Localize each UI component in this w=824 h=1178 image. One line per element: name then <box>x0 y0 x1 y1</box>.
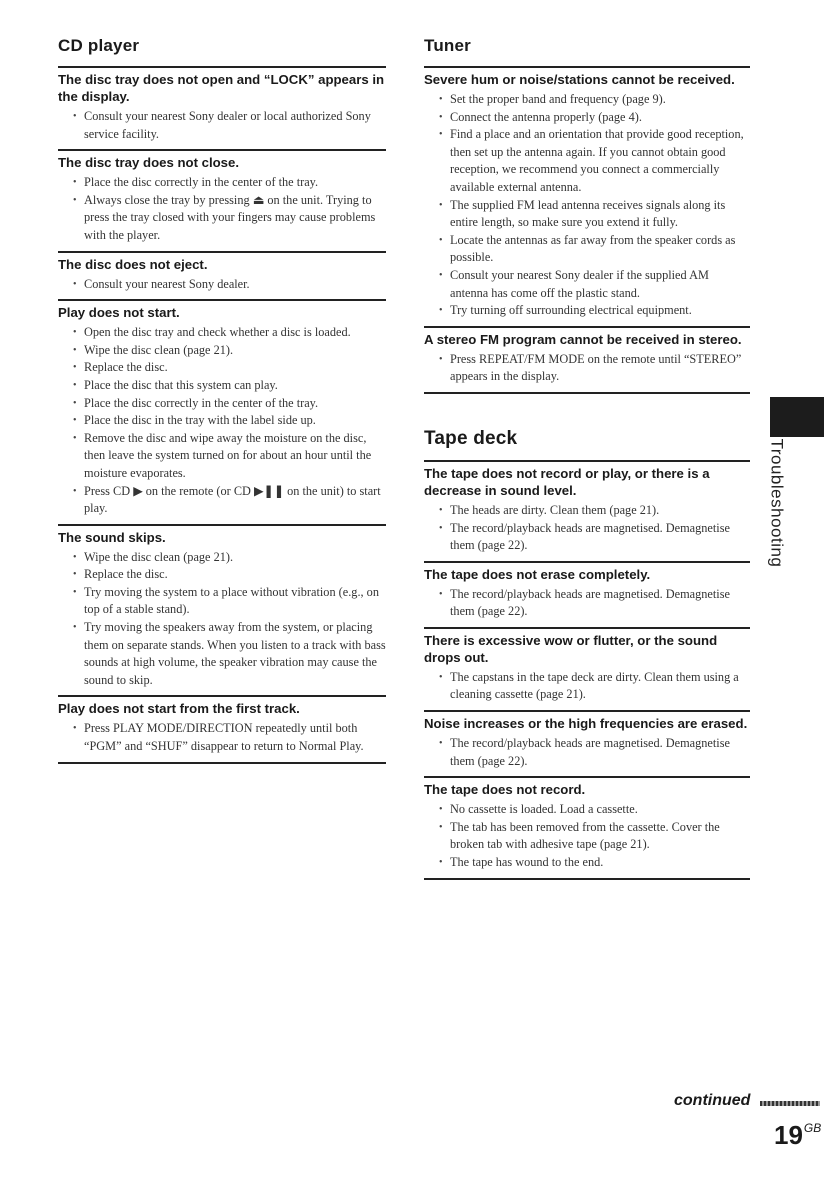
topic-item-list <box>424 735 750 770</box>
topic-item: • Try turning off surrounding electrical equipment. <box>424 302 750 320</box>
troubleshooting-topic <box>424 627 750 704</box>
troubleshooting-topic <box>424 326 750 386</box>
troubleshooting-topic <box>58 695 386 755</box>
troubleshooting-topic <box>424 776 750 871</box>
continued-bar <box>760 1101 820 1106</box>
topic-item: • The record/playback heads are magnetised. Demagnetise them (page 22). <box>424 520 750 555</box>
topic-heading: There is excessive wow or flutter, or the sound drops out. <box>424 632 718 665</box>
troubleshooting-topic <box>58 66 386 143</box>
section-title-tape-deck: Tape deck <box>424 427 518 449</box>
section-end-rule <box>424 392 750 394</box>
topic-item: • Place the disc correctly in the center of the tray. <box>58 395 386 413</box>
topic-item: • Replace the disc. <box>58 566 386 584</box>
topic-item: • The record/playback heads are magnetised. Demagnetise them (page 22). <box>424 586 750 621</box>
topic-item-list <box>424 502 750 555</box>
topic-item: • The capstans in the tape deck are dirty. Clean them using a cleaning cassette (page 21). <box>424 669 750 704</box>
topic-item: • The tape has wound to the end. <box>424 854 750 872</box>
topic-heading: Severe hum or noise/stations cannot be received. <box>424 72 735 87</box>
section-end-rule <box>58 762 386 764</box>
topic-item: • Consult your nearest Sony dealer or local authorized Sony service facility. <box>58 108 386 143</box>
topic-item: • Wipe the disc clean (page 21). <box>58 342 386 360</box>
topic-heading: The tape does not record or play, or there is a decrease in sound level. <box>424 465 710 498</box>
topic-item: • Press CD ▶ on the remote (or CD ▶❚❚ on the unit) to start play. <box>58 483 386 518</box>
right-column <box>424 36 750 880</box>
troubleshooting-topic <box>424 561 750 621</box>
topic-item: • Try moving the system to a place without vibration (e.g., on top of a stable stand). <box>58 584 386 619</box>
topic-item-list <box>424 586 750 621</box>
side-label-text: Troubleshooting <box>767 438 787 568</box>
tape-deck-topics <box>424 460 750 880</box>
topic-heading: A stereo FM program cannot be received in stereo. <box>424 331 742 347</box>
topic-item: • Place the disc that this system can play. <box>58 377 386 395</box>
topic-item: • Always close the tray by pressing ⏏ on the unit. Trying to press the tray closed with your fingers may cause problems with the player. <box>58 192 386 245</box>
topic-heading: Play does not start from the first track. <box>58 701 300 717</box>
section-end-rule <box>424 878 750 880</box>
topic-heading: The disc does not eject. <box>58 256 208 272</box>
topic-heading: The disc tray does not open and “LOCK” appears in the display. <box>58 72 385 104</box>
troubleshooting-topic <box>58 149 386 244</box>
topic-item: • Press REPEAT/FM MODE on the remote until “STEREO” appears in the display. <box>424 351 750 386</box>
page-number-suffix: GB <box>803 1121 822 1135</box>
topic-item: • Find a place and an orientation that provide good reception, then set up the antenna again. If you cannot obtain good reception, we recommend you connect a commercially available external antenna. <box>424 126 750 196</box>
continued-label: continued <box>674 1092 751 1109</box>
troubleshooting-topic <box>58 251 386 294</box>
topic-heading: The sound skips. <box>58 529 166 545</box>
topic-item: • The supplied FM lead antenna receives signals along its entire length, so make sure you extend it fully. <box>424 197 750 232</box>
topic-item-list <box>58 324 386 518</box>
topic-item: • Try moving the speakers away from the system, or placing them on separate stands. When you listen to a track with bass sounds at high volume, the speaker vibration may cause the sound to skip. <box>58 619 386 689</box>
topic-item: • Place the disc correctly in the center of the tray. <box>58 174 386 192</box>
topic-item-list <box>58 276 386 294</box>
topic-item: • Press PLAY MODE/DIRECTION repeatedly until both “PGM” and “SHUF” disappear to return to Normal Play. <box>58 720 386 755</box>
troubleshooting-topic <box>58 299 386 518</box>
topic-item-list <box>58 720 386 755</box>
topic-item: • Wipe the disc clean (page 21). <box>58 549 386 567</box>
troubleshooting-topic <box>424 66 750 320</box>
topic-heading: Noise increases or the high frequencies are erased. <box>424 716 748 732</box>
topic-item: • The heads are dirty. Clean them (page 21). <box>424 502 750 520</box>
topic-item-list <box>58 549 386 690</box>
topic-item-list <box>424 801 750 871</box>
topic-item-list <box>424 91 750 320</box>
troubleshooting-topic <box>424 460 750 555</box>
topic-item-list <box>58 108 386 143</box>
topic-heading: Play does not start. <box>58 305 180 321</box>
troubleshooting-topic <box>58 524 386 690</box>
topic-heading: The tape does not erase completely. <box>424 566 651 582</box>
topic-item: • The record/playback heads are magnetised. Demagnetise them (page 22). <box>424 735 750 770</box>
troubleshooting-topic <box>424 710 750 770</box>
topic-item-list <box>58 174 386 244</box>
topic-item: • Set the proper band and frequency (page 9). <box>424 91 750 109</box>
side-label <box>764 425 788 581</box>
topic-item: • Consult your nearest Sony dealer if the supplied AM antenna has come off the plastic stand. <box>424 267 750 302</box>
cd-player-topics <box>58 66 386 764</box>
topic-item-list <box>424 669 750 704</box>
topic-item-list <box>424 351 750 386</box>
topic-item: • The tab has been removed from the cassette. Cover the broken tab with adhesive tape (page 21). <box>424 819 750 854</box>
topic-item: • Replace the disc. <box>58 359 386 377</box>
topic-item: • Place the disc in the tray with the label side up. <box>58 412 386 430</box>
page-number-value: 19 <box>774 1120 803 1150</box>
section-title-tuner: Tuner <box>424 36 471 55</box>
topic-item: • Consult your nearest Sony dealer. <box>58 276 386 294</box>
topic-item: • Open the disc tray and check whether a disc is loaded. <box>58 324 386 342</box>
topic-item: • Remove the disc and wipe away the moisture on the disc, then leave the system turned on for about an hour until the moisture evaporates. <box>58 430 386 483</box>
topic-item: • Locate the antennas as far away from the speaker cords as possible. <box>424 232 750 267</box>
section-title-cd-player: CD player <box>58 36 140 55</box>
topic-item: • Connect the antenna properly (page 4). <box>424 109 750 127</box>
topic-heading: The disc tray does not close. <box>58 155 240 171</box>
left-column <box>58 36 386 764</box>
tuner-topics <box>424 66 750 394</box>
page-number <box>774 1120 821 1151</box>
topic-item: • No cassette is loaded. Load a cassette. <box>424 801 750 819</box>
topic-heading: The tape does not record. <box>424 782 586 798</box>
